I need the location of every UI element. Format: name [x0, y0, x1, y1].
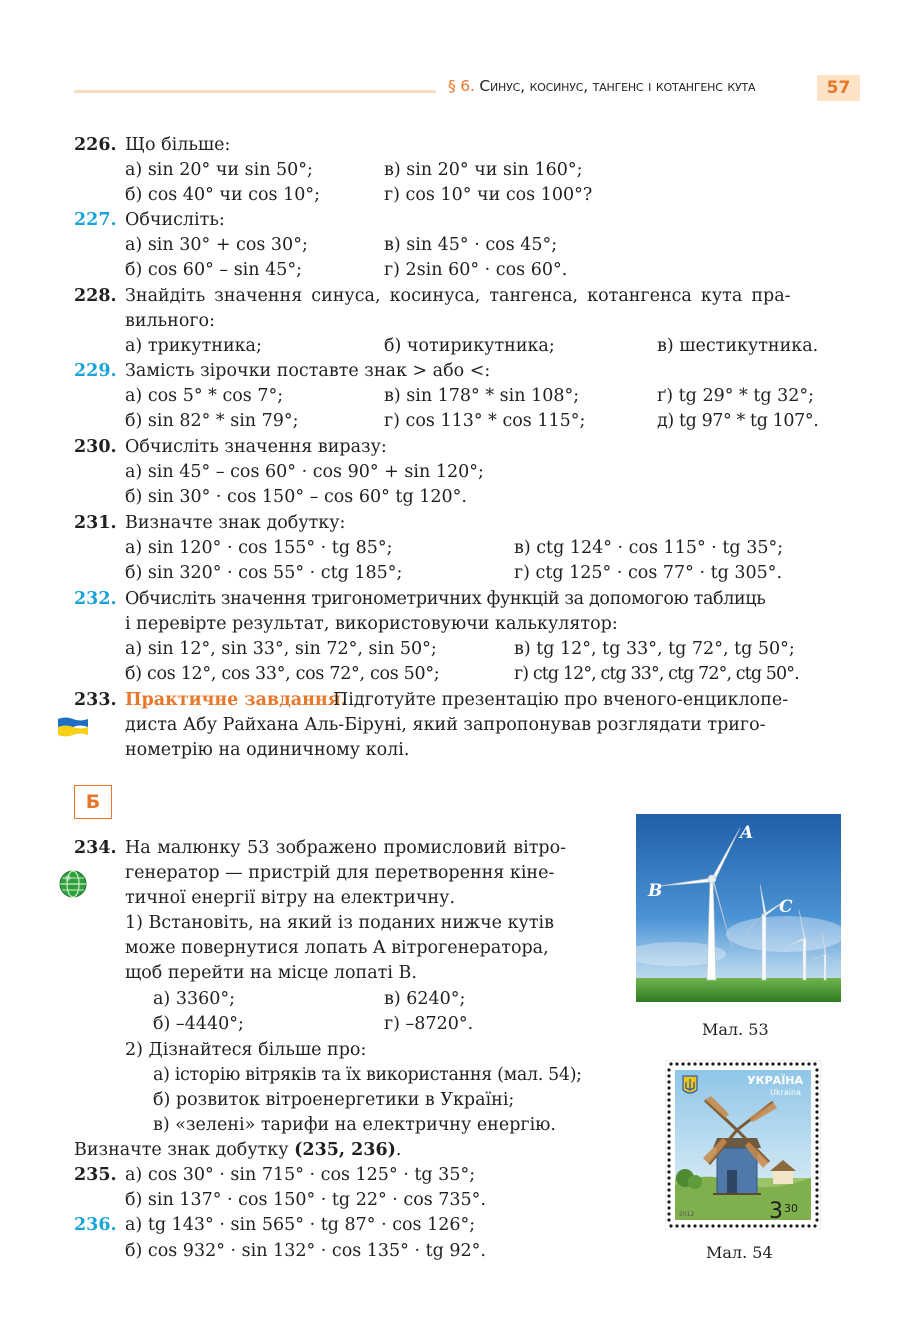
figure-54-caption: Мал. 54 — [706, 1243, 773, 1262]
problem-text: Визначте знак добутку: — [125, 513, 346, 533]
wind-turbine-figure — [636, 814, 841, 1002]
option-a: а) sin 120° · cos 155° · tg 85°; — [125, 538, 393, 558]
option-b: б) sin 30° · cos 150° – cos 60° tg 120°. — [125, 487, 467, 507]
instruction-text: Визначте знак добутку — [74, 1140, 295, 1160]
stamp-year: 2012 — [679, 1211, 695, 1218]
problem-number: 231. — [74, 513, 117, 533]
option-b: б) sin 320° · cos 55° · ctg 185°; — [125, 563, 403, 583]
windmill-stamp-figure — [665, 1060, 821, 1230]
page-number: 57 — [817, 75, 860, 101]
option-a: а) 3360°; — [153, 989, 236, 1009]
blade-label-b: B — [648, 881, 663, 901]
problem-number: 230. — [74, 437, 117, 457]
problem-number: 232. — [74, 589, 117, 609]
problem-text: тичної енергії вітру на електричну. — [125, 888, 456, 908]
option-g: г) –8720°. — [384, 1014, 474, 1034]
stamp-country: УКРАЇНА — [747, 1074, 803, 1087]
option-b: б) cos 60° – sin 45°; — [125, 260, 303, 280]
option-g2: ґ) tg 29° * tg 32°; — [657, 386, 815, 406]
problem-number: 233. — [74, 690, 117, 710]
option-v: в) шестикутника. — [657, 336, 819, 356]
problem-text: щоб перейти на місце лопаті B. — [125, 963, 417, 983]
problem-number: 229. — [74, 361, 117, 381]
problem-number: 235. — [74, 1165, 117, 1185]
problem-text: генератор — пристрій для перетворення кіне- — [125, 863, 555, 883]
practical-task-label: Практичне завдання. — [125, 690, 347, 710]
option-g: г) cos 113° * cos 115°; — [384, 411, 586, 431]
problem-text: диста Абу Райхана Аль-Біруні, який запропонував розглядати триго- — [125, 715, 766, 735]
option-g: г) ctg 125° · cos 77° · tg 305°. — [514, 563, 783, 583]
problem-text: 1) Встановіть, на який із поданих нижче кутів — [125, 913, 554, 933]
problem-number: 228. — [74, 286, 117, 306]
option-v: в) 6240°; — [384, 989, 466, 1009]
problem-number: 226. — [74, 135, 117, 155]
option-v: в) sin 20° чи sin 160°; — [384, 160, 583, 180]
blade-label-a: A — [740, 823, 754, 843]
instruction-end: . — [395, 1140, 402, 1160]
option-v: в) ctg 124° · cos 115° · tg 35°; — [514, 538, 784, 558]
option-g: г) 2sin 60° · cos 60°. — [384, 260, 568, 280]
stamp-price-main: 3 — [769, 1199, 783, 1224]
option-a: а) tg 143° · sin 565° · tg 87° · cos 126°; — [125, 1215, 476, 1235]
problem-text: нометрію на одиничному колі. — [125, 740, 410, 760]
option-a: а) трикутника; — [125, 336, 262, 356]
option-b: б) cos 40° чи cos 10°; — [125, 185, 320, 205]
figure-53-caption: Мал. 53 — [702, 1020, 769, 1039]
option-g: г) ctg 12°, ctg 33°, ctg 72°, ctg 50°. — [514, 664, 799, 684]
instruction-ref: (235, 236) — [294, 1140, 396, 1160]
instruction-text-wrap — [74, 1138, 402, 1163]
option-b: б) чотирикутника; — [384, 336, 555, 356]
option-a: а) sin 20° чи sin 50°; — [125, 160, 313, 180]
option-v: в) sin 45° · cos 45°; — [384, 235, 558, 255]
option-b: б) –4440°; — [153, 1014, 244, 1034]
list-item: в) «зелені» тарифи на електричну енергію. — [153, 1115, 556, 1135]
internet-globe-icon — [58, 869, 88, 899]
option-a: а) sin 45° – cos 60° · cos 90° + sin 120°; — [125, 462, 484, 482]
header-rule — [74, 90, 436, 93]
option-v: в) tg 12°, tg 33°, tg 72°, tg 50°; — [514, 639, 795, 659]
stamp-country-latin: Ukraina — [770, 1088, 801, 1097]
option-a: а) cos 5° * cos 7°; — [125, 386, 284, 406]
problem-number: 234. — [74, 838, 117, 858]
problem-text: Обчисліть значення виразу: — [125, 437, 387, 457]
option-a: а) cos 30° · sin 715° · cos 125° · tg 35°; — [125, 1165, 476, 1185]
list-item: а) історію вітряків та їх використання (мал. 54); — [153, 1065, 582, 1085]
option-b: б) cos 12°, cos 33°, cos 72°, cos 50°; — [125, 664, 440, 684]
problem-number: 236. — [74, 1215, 117, 1235]
option-b: б) sin 137° · cos 150° · tg 22° · cos 735°. — [125, 1190, 486, 1210]
problem-text: і перевірте результат, використовуючи калькулятор: — [125, 614, 618, 634]
option-v: в) sin 178° * sin 108°; — [384, 386, 580, 406]
problem-text: Знайдіть значення синуса, косинуса, тангенса, котангенса кута пра- — [125, 286, 791, 306]
option-d: д) tg 97° * tg 107°. — [657, 411, 819, 431]
problem-text: 2) Дізнайтеся більше про: — [125, 1040, 367, 1060]
problem-text: На малюнку 53 зображено промисловий вітро- — [125, 838, 567, 858]
section-level-badge: Б — [74, 785, 112, 819]
stamp-price-sub: 30 — [784, 1202, 798, 1215]
section-title: Синус, косинус, тангенс і котангенс кута — [479, 77, 756, 95]
problem-text: Обчисліть значення тригонометричних функцій за допомогою таблиць — [125, 589, 766, 609]
section-mark: § 6. — [448, 77, 475, 95]
blade-label-c: C — [779, 897, 793, 917]
problem-text: Що більше: — [125, 135, 231, 155]
option-b: б) cos 932° · sin 132° · cos 135° · tg 92°. — [125, 1241, 486, 1261]
problem-text: вильного: — [125, 311, 215, 331]
ukraine-flag-icon — [58, 717, 88, 737]
running-header — [448, 77, 755, 103]
option-b: б) sin 82° * sin 79°; — [125, 411, 299, 431]
problem-number: 227. — [74, 210, 117, 230]
list-item: б) розвиток вітроенергетики в Україні; — [153, 1090, 515, 1110]
problem-text: Замість зірочки поставте знак > або <: — [125, 361, 491, 381]
problem-text: може повернутися лопать A вітрогенератора, — [125, 938, 549, 958]
option-a: а) sin 12°, sin 33°, sin 72°, sin 50°; — [125, 639, 437, 659]
option-g: г) cos 10° чи cos 100°? — [384, 185, 593, 205]
problem-text: Обчисліть: — [125, 210, 225, 230]
option-a: а) sin 30° + cos 30°; — [125, 235, 308, 255]
problem-text: Підготуйте презентацію про вченого-енциклопе- — [333, 690, 789, 710]
